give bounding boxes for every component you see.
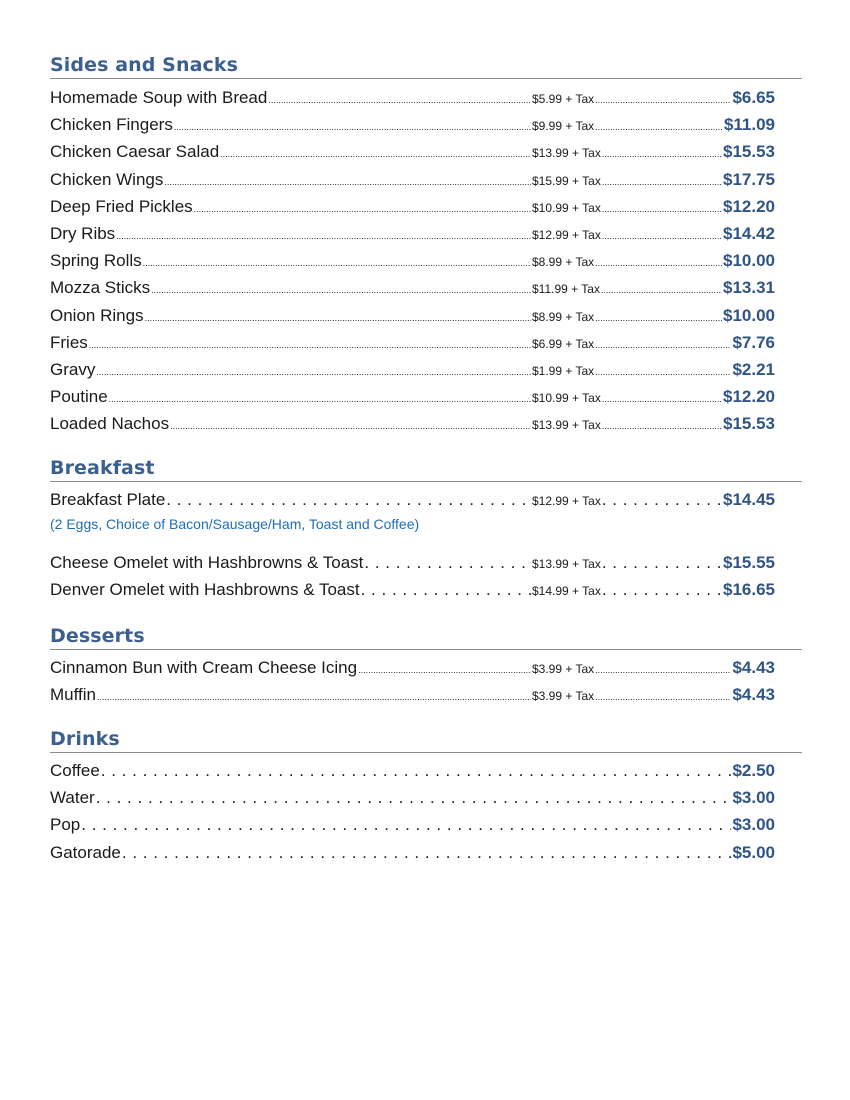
dot-leader: [268, 87, 531, 111]
dot-leader: [602, 486, 722, 513]
dot-leader: [364, 549, 531, 576]
item-name: Mozza Sticks: [50, 278, 151, 298]
menu-item: [50, 193, 775, 220]
item-name: Cheese Omelet with Hashbrowns & Toast: [50, 553, 364, 573]
item-name: Pop: [50, 815, 81, 835]
dot-leader: [595, 657, 731, 681]
dot-leader: [602, 549, 722, 576]
item-base-price: $10.99 + Tax: [532, 391, 601, 406]
item-name: Muffin: [50, 685, 96, 705]
dot-leader: [602, 169, 722, 193]
section-breakfast: [50, 453, 802, 604]
dot-leader: [602, 196, 722, 220]
item-name: Cinnamon Bun with Cream Cheese Icing: [50, 658, 358, 677]
item-base-price: $11.99 + Tax: [532, 282, 600, 297]
item-name: Fries: [50, 332, 88, 352]
item-name: Chicken Wings: [50, 169, 164, 189]
item-base-price: $1.99 + Tax: [532, 363, 595, 378]
item-price: $2.21: [732, 359, 775, 379]
dot-leader: [602, 223, 722, 247]
item-price: $15.53: [723, 414, 775, 434]
dot-leader: [96, 359, 531, 383]
item-base-price: $12.99 + Tax: [532, 494, 601, 508]
item-base-price: $5.99 + Tax: [532, 92, 595, 106]
item-price: $7.76: [732, 332, 775, 352]
item-base-price: $6.99 + Tax: [532, 336, 595, 351]
item-name: Dry Ribs: [50, 223, 116, 243]
menu-item: [50, 839, 775, 866]
item-price: $10.00: [723, 251, 775, 271]
dot-leader: [170, 413, 531, 437]
item-price: $2.50: [732, 761, 775, 780]
item-name: Chicken Caesar Salad: [50, 142, 220, 162]
menu-item: [50, 356, 775, 383]
dot-leader: [602, 413, 722, 437]
dot-leader: [116, 223, 531, 247]
item-price: $12.20: [723, 196, 775, 216]
dot-leader: [361, 576, 531, 603]
dot-leader: [194, 196, 531, 220]
menu-item: [50, 302, 775, 329]
menu-item: [50, 383, 775, 410]
dot-leader: [595, 250, 722, 274]
section-title: Drinks: [50, 728, 120, 750]
item-name: Poutine: [50, 387, 108, 407]
menu-item: [50, 549, 775, 576]
item-name: Denver Omelet with Hashbrowns & Toast: [50, 580, 360, 600]
dot-leader: [358, 657, 531, 681]
dot-leader: [595, 332, 731, 356]
section-title: Sides and Snacks: [50, 54, 239, 76]
item-name: Loaded Nachos: [50, 414, 170, 434]
item-name: Spring Rolls: [50, 251, 142, 271]
dot-leader: [143, 250, 531, 274]
menu-item-list: [50, 753, 802, 866]
section-desserts: [50, 621, 802, 708]
item-base-price: $15.99 + Tax: [532, 173, 601, 188]
item-base-price: $9.99 + Tax: [532, 119, 595, 134]
dot-leader: [89, 332, 531, 356]
menu-item-list: [50, 79, 802, 437]
item-base-price: $8.99 + Tax: [532, 255, 595, 270]
item-base-price: $13.99 + Tax: [532, 146, 601, 161]
item-base-price: $13.99 + Tax: [532, 418, 601, 433]
menu-item: [50, 576, 775, 603]
item-base-price: $3.99 + Tax: [532, 689, 595, 704]
item-price: $3.00: [732, 788, 775, 808]
menu-item: [50, 486, 775, 513]
item-price: $15.53: [723, 142, 775, 162]
dot-leader: [96, 784, 732, 811]
item-base-price: $14.99 + Tax: [532, 584, 601, 599]
dot-leader: [122, 839, 732, 866]
dot-leader: [166, 486, 531, 513]
item-price: $5.00: [732, 842, 775, 862]
menu-item: [50, 654, 775, 681]
item-name: Homemade Soup with Bread: [50, 88, 268, 107]
item-name: Coffee: [50, 761, 100, 780]
item-name: Water: [50, 788, 95, 808]
menu-item: [50, 784, 775, 811]
dot-leader: [595, 359, 731, 383]
dot-leader: [602, 141, 722, 165]
item-price: $13.31: [723, 278, 775, 298]
item-description: (2 Eggs, Choice of Bacon/Sausage/Ham, Toast and Coffee): [50, 516, 420, 533]
item-name: Gravy: [50, 359, 96, 379]
item-name: Breakfast Plate: [50, 490, 166, 509]
item-price: $14.45: [723, 490, 775, 509]
menu-item: [50, 138, 775, 165]
item-price: $4.43: [732, 685, 775, 705]
item-name: Onion Rings: [50, 305, 144, 325]
section-header: [50, 50, 802, 79]
section-drinks: [50, 724, 802, 866]
item-name: Chicken Fingers: [50, 115, 173, 135]
item-price: $3.00: [732, 815, 775, 835]
menu-item-list: [50, 650, 802, 708]
section-header: [50, 621, 802, 650]
menu-item: [50, 84, 775, 111]
item-base-price: $3.99 + Tax: [532, 662, 595, 676]
dot-leader: [602, 576, 722, 603]
item-base-price: $10.99 + Tax: [532, 200, 601, 215]
item-base-price: $8.99 + Tax: [532, 309, 595, 324]
section-title: Breakfast: [50, 457, 155, 479]
menu-item: [50, 274, 775, 301]
dot-leader: [595, 305, 722, 329]
menu-item: [50, 757, 775, 784]
dot-leader: [595, 684, 731, 708]
item-price: $16.65: [723, 580, 775, 600]
menu-item: [50, 329, 775, 356]
dot-leader: [174, 114, 531, 138]
dot-leader: [220, 141, 531, 165]
dot-leader: [602, 386, 722, 410]
dot-leader: [595, 87, 731, 111]
menu-item: [50, 681, 775, 708]
item-base-price: $13.99 + Tax: [532, 557, 601, 572]
item-price: $14.42: [723, 223, 775, 243]
item-name: Deep Fried Pickles: [50, 196, 193, 216]
item-price: $4.43: [732, 658, 775, 677]
menu-item: [50, 410, 775, 437]
dot-leader: [109, 386, 531, 410]
menu-item-list: [50, 482, 802, 604]
dot-leader: [151, 277, 531, 301]
menu-item: [50, 111, 775, 138]
dot-leader: [97, 684, 531, 708]
item-base-price: $12.99 + Tax: [532, 227, 601, 242]
dot-leader: [81, 811, 731, 838]
menu-item: [50, 811, 775, 838]
item-name: Gatorade: [50, 842, 121, 862]
item-price: $15.55: [723, 553, 775, 573]
menu-item: [50, 247, 775, 274]
item-price: $6.65: [732, 88, 775, 107]
menu-item: [50, 220, 775, 247]
item-price: $12.20: [723, 387, 775, 407]
dot-leader: [595, 114, 723, 138]
dot-leader: [601, 277, 722, 301]
item-price: $17.75: [723, 169, 775, 189]
dot-leader: [101, 757, 732, 784]
section-header: [50, 453, 802, 482]
dot-leader: [164, 169, 531, 193]
item-price: $10.00: [723, 305, 775, 325]
section-header: [50, 724, 802, 753]
item-price: $11.09: [723, 115, 775, 135]
dot-leader: [145, 305, 531, 329]
section-sides-and-snacks: [50, 50, 802, 437]
section-title: Desserts: [50, 625, 145, 647]
menu-item: [50, 166, 775, 193]
